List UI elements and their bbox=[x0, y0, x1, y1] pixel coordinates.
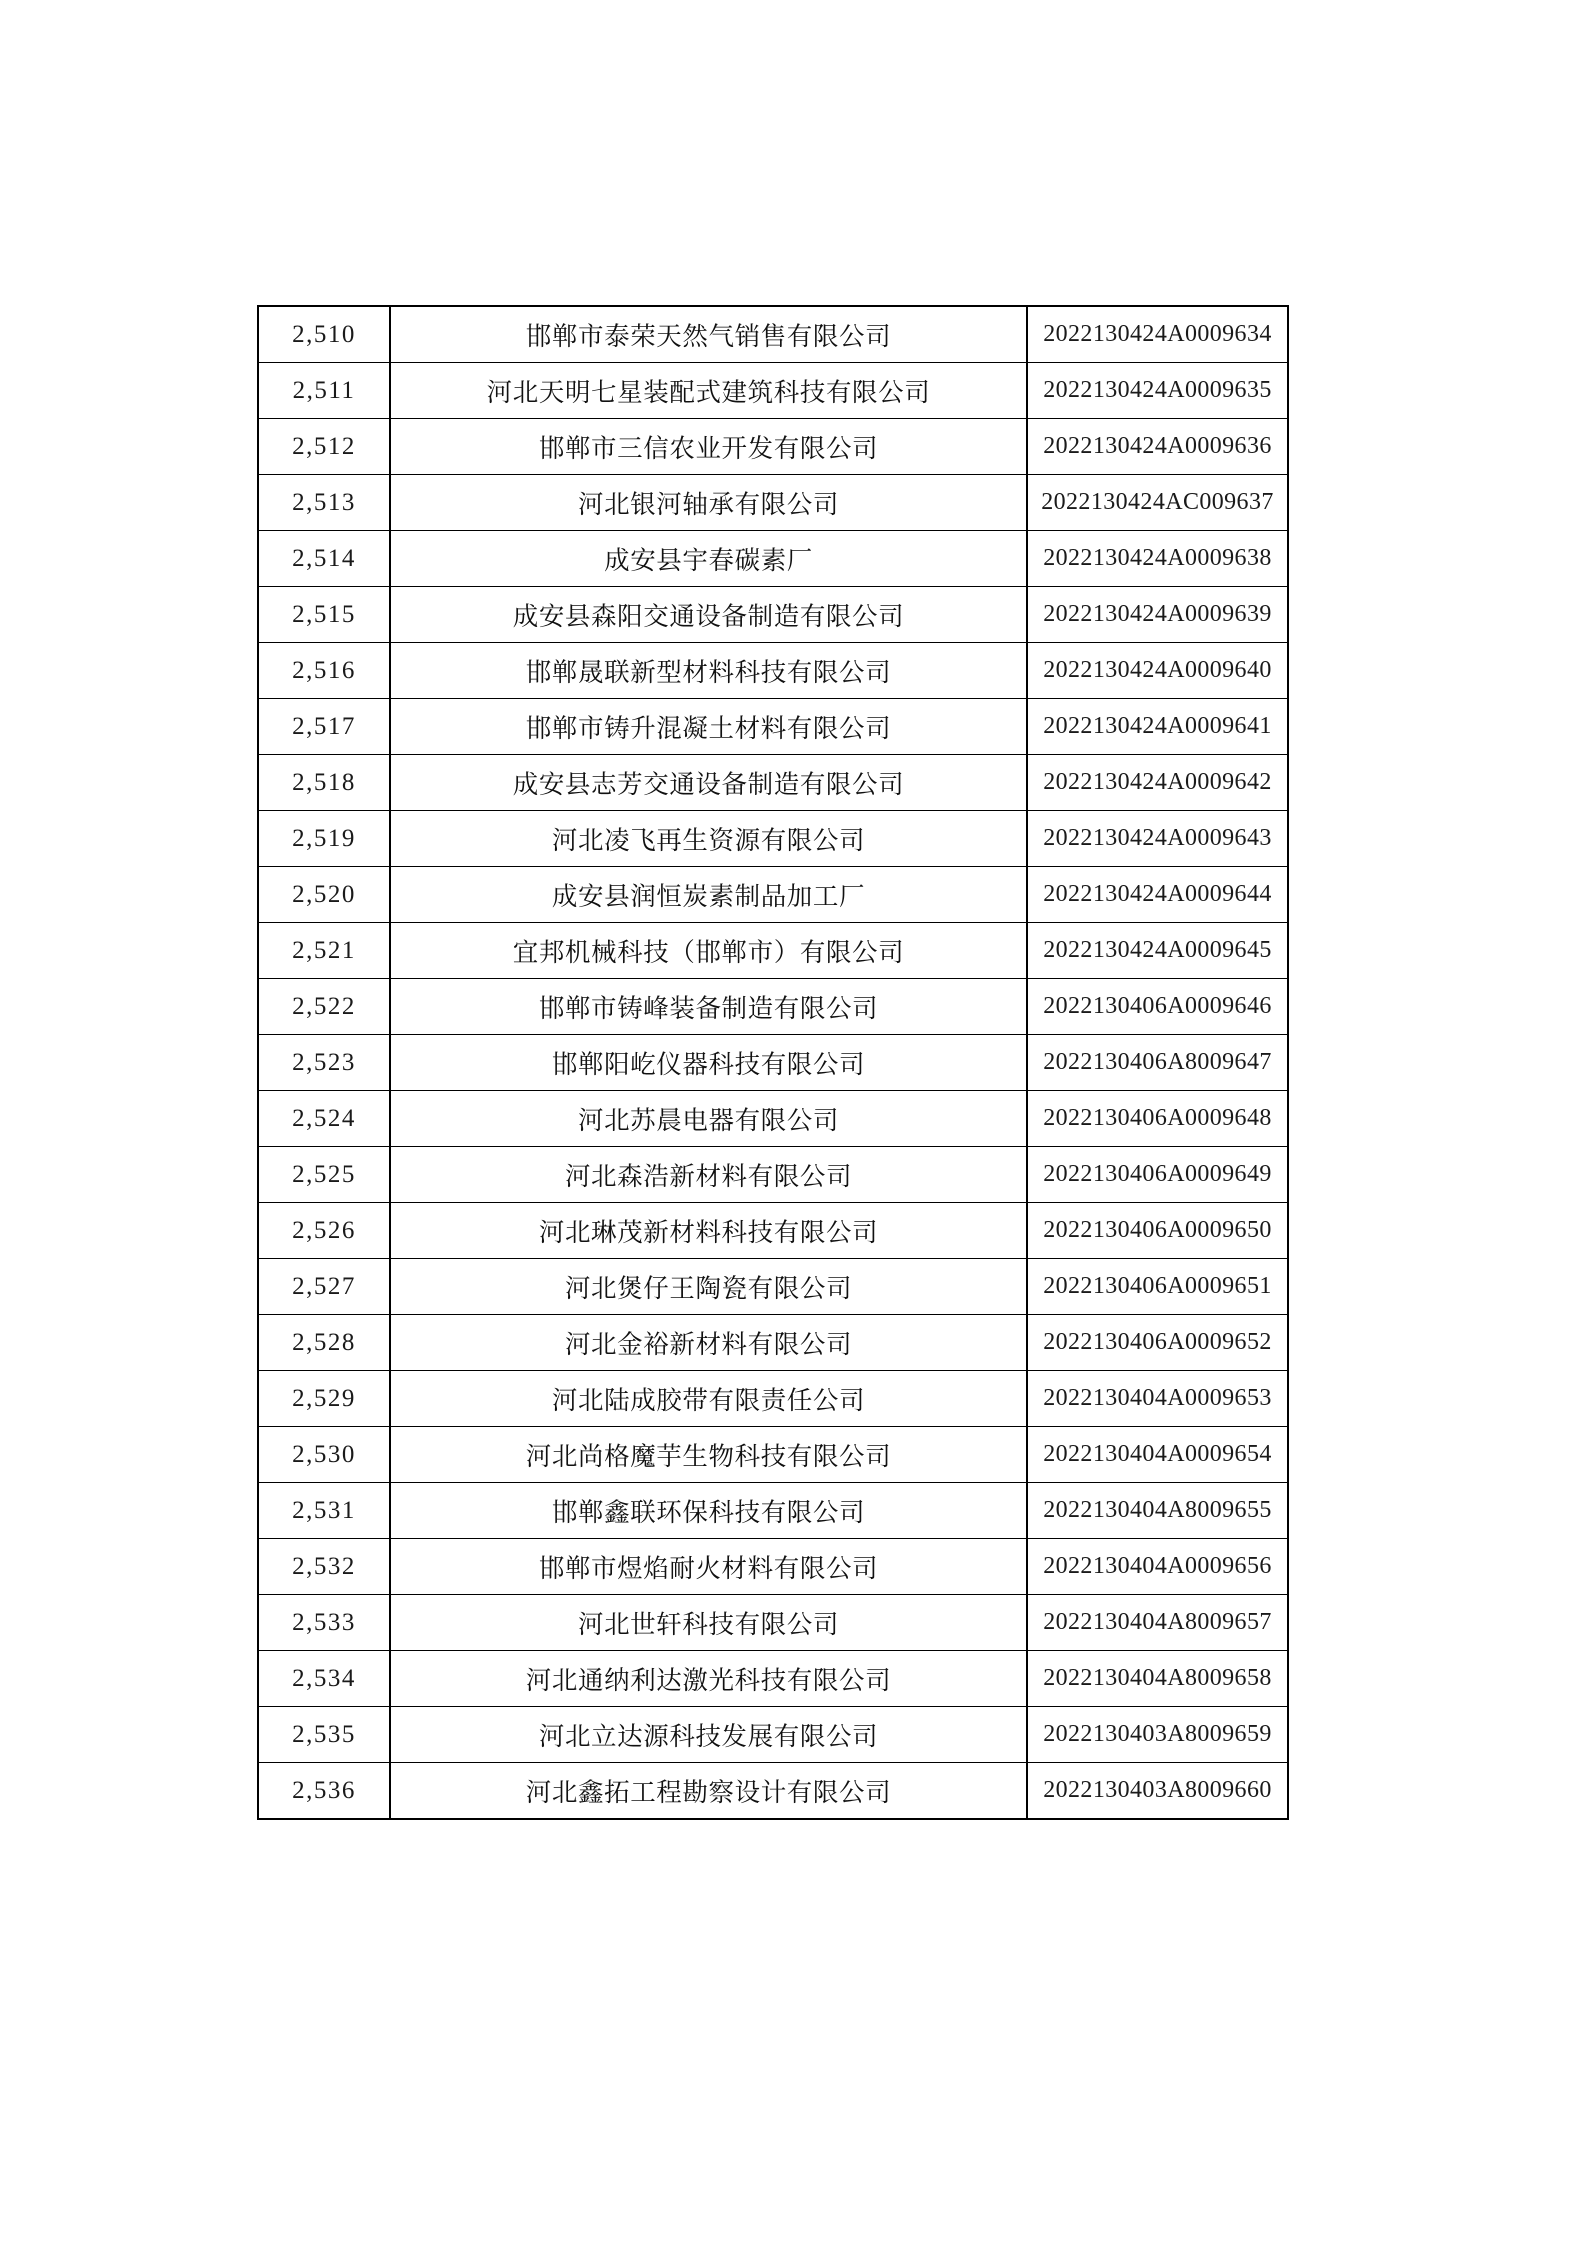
table-row bbox=[258, 1035, 1288, 1091]
company-name-cell: 邯郸市铸峰装备制造有限公司 bbox=[390, 979, 1027, 1035]
table-row bbox=[258, 1483, 1288, 1539]
table-row bbox=[258, 979, 1288, 1035]
row-index-cell: 2,512 bbox=[258, 419, 390, 475]
row-index-cell: 2,519 bbox=[258, 811, 390, 867]
certificate-code-cell: 2022130406A0009652 bbox=[1027, 1315, 1288, 1371]
table-row bbox=[258, 643, 1288, 699]
certificate-code-cell: 2022130424A0009645 bbox=[1027, 923, 1288, 979]
certificate-code-cell: 2022130424A0009644 bbox=[1027, 867, 1288, 923]
row-index-cell: 2,534 bbox=[258, 1651, 390, 1707]
certificate-code-cell: 2022130404A0009654 bbox=[1027, 1427, 1288, 1483]
row-index-cell: 2,535 bbox=[258, 1707, 390, 1763]
table-row bbox=[258, 1427, 1288, 1483]
row-index-cell: 2,536 bbox=[258, 1763, 390, 1820]
company-name-cell: 成安县森阳交通设备制造有限公司 bbox=[390, 587, 1027, 643]
table-row bbox=[258, 1259, 1288, 1315]
table-row bbox=[258, 1707, 1288, 1763]
certificate-code-cell: 2022130424A0009634 bbox=[1027, 306, 1288, 363]
certificate-code-cell: 2022130424A0009640 bbox=[1027, 643, 1288, 699]
company-name-cell: 河北苏晨电器有限公司 bbox=[390, 1091, 1027, 1147]
table-row bbox=[258, 867, 1288, 923]
company-name-cell: 成安县润恒炭素制品加工厂 bbox=[390, 867, 1027, 923]
company-name-cell: 河北凌飞再生资源有限公司 bbox=[390, 811, 1027, 867]
row-index-cell: 2,525 bbox=[258, 1147, 390, 1203]
company-name-cell: 邯郸鑫联环保科技有限公司 bbox=[390, 1483, 1027, 1539]
company-name-cell: 河北银河轴承有限公司 bbox=[390, 475, 1027, 531]
company-name-cell: 河北天明七星装配式建筑科技有限公司 bbox=[390, 363, 1027, 419]
company-name-cell: 宜邦机械科技（邯郸市）有限公司 bbox=[390, 923, 1027, 979]
company-name-cell: 河北陆成胶带有限责任公司 bbox=[390, 1371, 1027, 1427]
roster-table-body bbox=[258, 306, 1288, 1819]
row-index-cell: 2,522 bbox=[258, 979, 390, 1035]
row-index-cell: 2,518 bbox=[258, 755, 390, 811]
row-index-cell: 2,517 bbox=[258, 699, 390, 755]
row-index-cell: 2,530 bbox=[258, 1427, 390, 1483]
certificate-code-cell: 2022130406A0009646 bbox=[1027, 979, 1288, 1035]
row-index-cell: 2,515 bbox=[258, 587, 390, 643]
row-index-cell: 2,523 bbox=[258, 1035, 390, 1091]
certificate-code-cell: 2022130404A8009655 bbox=[1027, 1483, 1288, 1539]
table-row bbox=[258, 1651, 1288, 1707]
row-index-cell: 2,526 bbox=[258, 1203, 390, 1259]
table-row bbox=[258, 1595, 1288, 1651]
table-row bbox=[258, 1315, 1288, 1371]
certificate-code-cell: 2022130406A0009651 bbox=[1027, 1259, 1288, 1315]
company-name-cell: 邯郸市泰荣天然气销售有限公司 bbox=[390, 306, 1027, 363]
company-name-cell: 邯郸市煜焰耐火材料有限公司 bbox=[390, 1539, 1027, 1595]
company-name-cell: 河北金裕新材料有限公司 bbox=[390, 1315, 1027, 1371]
company-name-cell: 河北通纳利达激光科技有限公司 bbox=[390, 1651, 1027, 1707]
table-row bbox=[258, 475, 1288, 531]
table-row bbox=[258, 1763, 1288, 1820]
certificate-code-cell: 2022130404A8009657 bbox=[1027, 1595, 1288, 1651]
certificate-code-cell: 2022130404A0009656 bbox=[1027, 1539, 1288, 1595]
company-name-cell: 邯郸晟联新型材料科技有限公司 bbox=[390, 643, 1027, 699]
certificate-code-cell: 2022130424A0009636 bbox=[1027, 419, 1288, 475]
company-name-cell: 成安县志芳交通设备制造有限公司 bbox=[390, 755, 1027, 811]
row-index-cell: 2,513 bbox=[258, 475, 390, 531]
row-index-cell: 2,529 bbox=[258, 1371, 390, 1427]
table-row bbox=[258, 1371, 1288, 1427]
certificate-code-cell: 2022130403A8009659 bbox=[1027, 1707, 1288, 1763]
certificate-code-cell: 2022130424A0009642 bbox=[1027, 755, 1288, 811]
certificate-code-cell: 2022130424A0009635 bbox=[1027, 363, 1288, 419]
company-name-cell: 河北森浩新材料有限公司 bbox=[390, 1147, 1027, 1203]
row-index-cell: 2,528 bbox=[258, 1315, 390, 1371]
table-row bbox=[258, 587, 1288, 643]
table-row bbox=[258, 1147, 1288, 1203]
table-row bbox=[258, 1539, 1288, 1595]
table-row bbox=[258, 1091, 1288, 1147]
company-name-cell: 邯郸市铸升混凝土材料有限公司 bbox=[390, 699, 1027, 755]
company-name-cell: 河北尚格魔芋生物科技有限公司 bbox=[390, 1427, 1027, 1483]
certificate-code-cell: 2022130403A8009660 bbox=[1027, 1763, 1288, 1820]
certificate-code-cell: 2022130406A8009647 bbox=[1027, 1035, 1288, 1091]
row-index-cell: 2,527 bbox=[258, 1259, 390, 1315]
certificate-code-cell: 2022130406A0009648 bbox=[1027, 1091, 1288, 1147]
certificate-code-cell: 2022130424A0009643 bbox=[1027, 811, 1288, 867]
company-name-cell: 河北琳茂新材料科技有限公司 bbox=[390, 1203, 1027, 1259]
certificate-code-cell: 2022130404A0009653 bbox=[1027, 1371, 1288, 1427]
company-name-cell: 成安县宇春碳素厂 bbox=[390, 531, 1027, 587]
table-row bbox=[258, 755, 1288, 811]
table-row bbox=[258, 811, 1288, 867]
row-index-cell: 2,531 bbox=[258, 1483, 390, 1539]
roster-table bbox=[257, 305, 1289, 1820]
company-name-cell: 河北鑫拓工程勘察设计有限公司 bbox=[390, 1763, 1027, 1820]
table-row bbox=[258, 363, 1288, 419]
table-row bbox=[258, 306, 1288, 363]
company-name-cell: 河北煲仔王陶瓷有限公司 bbox=[390, 1259, 1027, 1315]
row-index-cell: 2,533 bbox=[258, 1595, 390, 1651]
row-index-cell: 2,521 bbox=[258, 923, 390, 979]
certificate-code-cell: 2022130406A0009649 bbox=[1027, 1147, 1288, 1203]
certificate-code-cell: 2022130404A8009658 bbox=[1027, 1651, 1288, 1707]
row-index-cell: 2,514 bbox=[258, 531, 390, 587]
table-row bbox=[258, 419, 1288, 475]
row-index-cell: 2,524 bbox=[258, 1091, 390, 1147]
certificate-code-cell: 2022130424A0009641 bbox=[1027, 699, 1288, 755]
company-name-cell: 河北世轩科技有限公司 bbox=[390, 1595, 1027, 1651]
certificate-code-cell: 2022130424A0009639 bbox=[1027, 587, 1288, 643]
certificate-code-cell: 2022130406A0009650 bbox=[1027, 1203, 1288, 1259]
company-name-cell: 邯郸市三信农业开发有限公司 bbox=[390, 419, 1027, 475]
certificate-code-cell: 2022130424AC009637 bbox=[1027, 475, 1288, 531]
row-index-cell: 2,516 bbox=[258, 643, 390, 699]
row-index-cell: 2,511 bbox=[258, 363, 390, 419]
company-name-cell: 邯郸阳屹仪器科技有限公司 bbox=[390, 1035, 1027, 1091]
table-row bbox=[258, 923, 1288, 979]
company-name-cell: 河北立达源科技发展有限公司 bbox=[390, 1707, 1027, 1763]
table-row bbox=[258, 1203, 1288, 1259]
table-row bbox=[258, 699, 1288, 755]
row-index-cell: 2,520 bbox=[258, 867, 390, 923]
certificate-code-cell: 2022130424A0009638 bbox=[1027, 531, 1288, 587]
row-index-cell: 2,532 bbox=[258, 1539, 390, 1595]
roster-table-container bbox=[257, 305, 1287, 1820]
row-index-cell: 2,510 bbox=[258, 306, 390, 363]
table-row bbox=[258, 531, 1288, 587]
